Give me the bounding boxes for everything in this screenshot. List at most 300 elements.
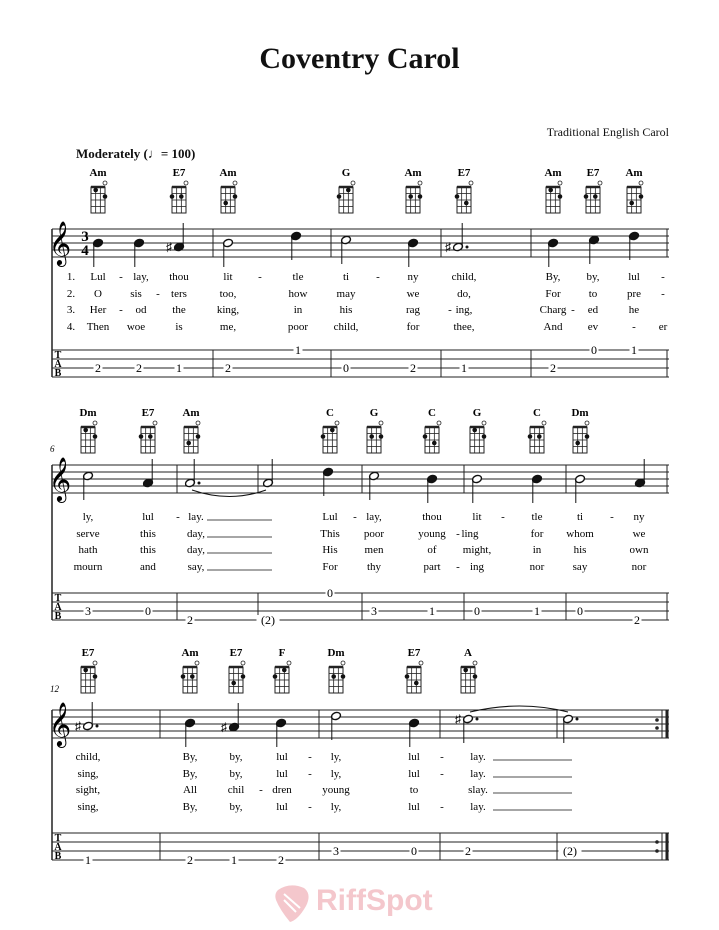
chord-name: Am <box>544 167 562 179</box>
lyric-syllable: er <box>658 321 668 333</box>
diagram-finger-dot <box>321 434 326 439</box>
tab-label-letter: T <box>54 350 62 361</box>
diagram-finger-dot <box>558 194 563 199</box>
repeat-dot <box>655 718 659 722</box>
lyric-syllable: ling <box>461 528 479 540</box>
lyric-syllable: ters <box>171 288 187 300</box>
lyric-syllable: thou <box>169 271 189 283</box>
lyric-syllable: lul <box>628 271 640 283</box>
diagram-finger-dot <box>464 201 469 206</box>
tie <box>470 706 568 712</box>
lyric-syllable: day, <box>187 528 205 540</box>
lyric-syllable: Lul <box>322 511 338 523</box>
lyric-syllable: ing <box>469 561 485 573</box>
lyric-syllable: by, <box>229 801 243 813</box>
riffspot-logo <box>270 880 460 924</box>
song-title: Coventry Carol <box>259 42 460 75</box>
lyric-syllable: - <box>456 528 460 540</box>
diagram-finger-dot <box>181 674 186 679</box>
dot <box>198 482 201 485</box>
diagram-open-string <box>585 421 589 425</box>
chord-name: G <box>341 167 351 179</box>
lyric-syllable: serve <box>76 528 100 540</box>
lyric-syllable: - <box>440 801 444 813</box>
lyric-syllable: lay. <box>188 511 204 523</box>
lyric-syllable: By, <box>182 751 198 763</box>
lyric-syllable: to <box>588 288 598 300</box>
tab-fret-number: 2 <box>278 853 284 867</box>
diagram-finger-dot <box>472 428 477 433</box>
tab-fret-number: 3 <box>371 604 377 618</box>
lyric-syllable: Lul <box>90 271 106 283</box>
ukulele-chord-diagram <box>528 421 546 453</box>
lyric-syllable: ny <box>407 271 419 283</box>
diagram-open-string <box>93 661 97 665</box>
lyric-syllable: 3. <box>66 304 76 316</box>
lyric-syllable: might, <box>462 544 492 556</box>
lyric-syllable: - <box>308 751 312 763</box>
time-signature-bottom: 4 <box>81 243 89 259</box>
dot <box>96 725 99 728</box>
tab-fret-number: 1 <box>295 343 301 357</box>
lyric-syllable: say <box>572 561 588 573</box>
lyric-syllable: woe <box>126 321 146 333</box>
sharp-icon: ♯ <box>166 240 172 254</box>
diagram-finger-dot <box>179 194 184 199</box>
lyric-syllable: - <box>448 304 452 316</box>
diagram-open-string <box>195 661 199 665</box>
treble-clef-icon: 𝄞 <box>48 459 72 501</box>
lyric-syllable: - <box>119 304 123 316</box>
ukulele-chord-diagram <box>81 421 97 453</box>
lyric-syllable: is <box>175 321 183 333</box>
lyric-syllable: child, <box>333 321 359 333</box>
lyric-syllable: for <box>406 321 420 333</box>
lyric-syllable: nor <box>529 561 545 573</box>
lyric-syllable: - <box>308 801 312 813</box>
measure-number: 6 <box>50 444 55 454</box>
tab-label-letter: A <box>54 359 62 370</box>
diagram-finger-dot <box>170 194 175 199</box>
diagram-open-string <box>542 421 546 425</box>
tab-fret-number: 1 <box>429 604 435 618</box>
lyric-syllable: lul <box>408 751 420 763</box>
lyric-syllable: ed <box>587 304 599 316</box>
lyric-syllable: lul <box>276 751 288 763</box>
lyric-syllable: - <box>176 511 180 523</box>
chord-name: G <box>472 407 482 419</box>
ukulele-chord-diagram <box>170 181 188 213</box>
lyric-syllable: His <box>322 544 338 556</box>
ukulele-chord-diagram <box>367 421 383 453</box>
ukulele-chord-diagram <box>329 661 345 693</box>
ukulele-chord-diagram <box>91 181 107 213</box>
tab-fret-number: 1 <box>85 853 91 867</box>
chord-name: Dm <box>327 647 345 659</box>
lyric-syllable: young <box>322 784 350 796</box>
sharp-icon: ♯ <box>75 719 81 733</box>
tab-fret-number: 2 <box>187 613 193 627</box>
lyric-syllable: ly, <box>82 511 94 523</box>
lyric-syllable: too, <box>219 288 237 300</box>
lyric-syllable: we <box>632 528 646 540</box>
lyric-syllable: hath <box>78 544 98 556</box>
lyric-syllable: lay. <box>470 801 486 813</box>
ukulele-chord-diagram <box>573 421 589 453</box>
diagram-open-string <box>558 181 562 185</box>
tab-fret-number: 2 <box>95 361 101 375</box>
ukulele-chord-diagram <box>337 181 355 213</box>
chord-name: Am <box>182 407 200 419</box>
lyric-syllable: 2. <box>66 288 76 300</box>
lyric-syllable: All <box>182 784 198 796</box>
lyric-syllable: lay, <box>366 511 382 523</box>
diagram-finger-dot <box>537 434 542 439</box>
lyric-syllable: to <box>409 784 419 796</box>
diagram-open-string <box>598 181 602 185</box>
diagram-open-string <box>335 421 339 425</box>
lyric-syllable: in <box>293 304 303 316</box>
lyric-syllable: - <box>610 511 614 523</box>
lyric-syllable: lul <box>142 511 154 523</box>
diagram-finger-dot <box>379 434 384 439</box>
ukulele-chord-diagram <box>627 181 643 213</box>
lyric-syllable: dren <box>272 784 292 796</box>
tab-fret-number: 2 <box>136 361 142 375</box>
lyric-syllable: say, <box>187 561 205 573</box>
lyric-syllable: ly, <box>330 801 342 813</box>
chord-name: C <box>326 407 334 419</box>
diagram-open-string <box>153 421 157 425</box>
ukulele-chord-diagram <box>139 421 157 453</box>
lyric-syllable: od <box>135 304 147 316</box>
lyric-syllable: 1. <box>66 271 76 283</box>
tab-fret-number: 2 <box>225 361 231 375</box>
lyric-syllable: whom <box>566 528 594 540</box>
ukulele-chord-diagram <box>406 181 422 213</box>
lyric-syllable: - <box>440 751 444 763</box>
tab-fret-number: 3 <box>85 604 91 618</box>
tab-label-letter: A <box>54 842 62 853</box>
diagram-open-string <box>287 661 291 665</box>
lyric-syllable: own <box>629 544 649 556</box>
lyric-syllable: ing, <box>455 304 473 316</box>
treble-clef-icon: 𝄞 <box>48 704 72 746</box>
ukulele-chord-diagram <box>273 661 291 693</box>
diagram-finger-dot <box>330 428 335 433</box>
chord-name: E7 <box>81 647 95 659</box>
diagram-open-string <box>437 421 441 425</box>
chord-name: A <box>464 647 472 659</box>
lyric-syllable: child, <box>75 751 101 763</box>
lyric-syllable: thou <box>422 511 442 523</box>
ukulele-chord-diagram <box>184 421 200 453</box>
diagram-open-string <box>418 181 422 185</box>
lyric-syllable: Charg <box>539 304 567 316</box>
chord-name: E7 <box>586 167 600 179</box>
lyric-syllable: 4. <box>66 321 76 333</box>
lyric-syllable: do, <box>457 288 471 300</box>
diagram-finger-dot <box>455 194 460 199</box>
ukulele-chord-diagram <box>405 661 423 693</box>
diagram-finger-dot <box>575 441 580 446</box>
tab-fret-number: 1 <box>461 361 467 375</box>
lyric-syllable: lul <box>408 801 420 813</box>
lyric-syllable: For <box>322 561 338 573</box>
lyric-syllable: how <box>288 288 308 300</box>
tab-fret-number: 2 <box>550 361 556 375</box>
lyric-syllable: tle <box>292 271 304 283</box>
diagram-finger-dot <box>273 674 278 679</box>
lyric-syllable: lay. <box>470 751 486 763</box>
sharp-icon: ♯ <box>455 712 461 726</box>
lyric-syllable: me, <box>219 321 237 333</box>
ukulele-chord-diagram <box>455 181 473 213</box>
lyric-syllable: - <box>156 288 160 300</box>
lyric-syllable: in <box>532 544 542 556</box>
tab-fret-number: 2 <box>410 361 416 375</box>
tab-fret-number: 2 <box>634 613 640 627</box>
diagram-finger-dot <box>233 194 238 199</box>
lyric-syllable: - <box>661 271 665 283</box>
diagram-finger-dot <box>241 674 246 679</box>
diagram-finger-dot <box>639 194 644 199</box>
diagram-open-string <box>379 421 383 425</box>
chord-name: Am <box>219 167 237 179</box>
diagram-open-string <box>341 661 345 665</box>
composer-credit: Traditional English Carol <box>546 125 669 139</box>
measure-number: 12 <box>50 684 59 694</box>
lyric-syllable: ly, <box>330 751 342 763</box>
lyric-syllable: lit <box>472 511 482 523</box>
diagram-finger-dot <box>83 668 88 673</box>
diagram-open-string <box>93 421 97 425</box>
lyric-syllable: By, <box>182 768 198 780</box>
lyric-syllable: his <box>339 304 353 316</box>
tab-fret-number: 1 <box>231 853 237 867</box>
repeat-dot <box>655 726 659 730</box>
diagram-finger-dot <box>369 434 374 439</box>
ukulele-chord-diagram <box>229 661 245 693</box>
ukulele-chord-diagram <box>181 661 199 693</box>
diagram-finger-dot <box>585 434 590 439</box>
diagram-open-string <box>196 421 200 425</box>
diagram-finger-dot <box>341 674 346 679</box>
lyric-syllable: day, <box>187 544 205 556</box>
chord-name: F <box>278 647 286 659</box>
diagram-open-string <box>639 181 643 185</box>
lyric-syllable: part <box>423 561 441 573</box>
diagram-finger-dot <box>593 194 598 199</box>
diagram-open-string <box>419 661 423 665</box>
lyric-syllable: thee, <box>453 321 475 333</box>
tab-fret-number: 0 <box>343 361 349 375</box>
diagram-finger-dot <box>584 194 589 199</box>
diagram-finger-dot <box>196 434 201 439</box>
diagram-open-string <box>233 181 237 185</box>
diagram-finger-dot <box>418 194 423 199</box>
lyric-syllable: - <box>353 511 357 523</box>
diagram-finger-dot <box>432 441 437 446</box>
ukulele-chord-diagram <box>470 421 486 453</box>
lyric-syllable: may <box>336 288 356 300</box>
sharp-icon: ♯ <box>221 720 227 734</box>
diagram-finger-dot <box>223 201 228 206</box>
lyric-syllable: child, <box>451 271 477 283</box>
tab-label-letter: T <box>54 593 62 604</box>
diagram-open-string <box>241 661 245 665</box>
chord-name: G <box>369 407 379 419</box>
lyric-syllable: king, <box>216 304 240 316</box>
diagram-finger-dot <box>103 194 108 199</box>
diagram-finger-dot <box>186 441 191 446</box>
tab-fret-number: 3 <box>333 844 339 858</box>
dot <box>476 718 479 721</box>
lyric-syllable: Then <box>86 321 110 333</box>
lyric-syllable: ly, <box>330 768 342 780</box>
sharp-icon: ♯ <box>445 240 451 254</box>
lyric-syllable: sing, <box>77 801 99 813</box>
lyric-syllable: by, <box>586 271 600 283</box>
ukulele-chord-diagram <box>546 181 562 213</box>
diagram-finger-dot <box>93 674 98 679</box>
lyric-syllable: for <box>530 528 544 540</box>
diagram-finger-dot <box>423 434 428 439</box>
lyric-syllable: mourn <box>73 561 103 573</box>
lyric-syllable: O <box>94 288 102 300</box>
tab-label-letter: T <box>54 833 62 844</box>
diagram-finger-dot <box>331 674 336 679</box>
quarter-note-icon: ♩ <box>147 146 161 161</box>
lyric-syllable: of <box>427 544 437 556</box>
lyric-syllable: lit <box>223 271 233 283</box>
lyric-syllable: - <box>119 271 123 283</box>
chord-name: Am <box>404 167 422 179</box>
tab-label-letter: B <box>54 368 62 379</box>
tab-fret-number: 0 <box>474 604 480 618</box>
lyric-syllable: rag <box>405 304 421 316</box>
lyric-syllable: he <box>628 304 640 316</box>
lyric-syllable: sing, <box>77 768 99 780</box>
diagram-finger-dot <box>93 434 98 439</box>
lyric-syllable: his <box>573 544 587 556</box>
chord-name: Am <box>625 167 643 179</box>
chord-name: E7 <box>457 167 471 179</box>
lyric-syllable: For <box>545 288 561 300</box>
diagram-finger-dot <box>346 188 351 193</box>
chord-name: E7 <box>141 407 155 419</box>
tab-fret-number: 0 <box>145 604 151 618</box>
lyric-syllable: Her <box>89 304 107 316</box>
lyric-syllable: lay. <box>470 768 486 780</box>
diagram-open-string <box>184 181 188 185</box>
lyric-syllable: - <box>258 271 262 283</box>
treble-clef-icon: 𝄞 <box>48 223 72 265</box>
lyric-syllable: lay, <box>133 271 149 283</box>
lyric-syllable: thy <box>366 561 382 573</box>
tab-fret-number: 1 <box>534 604 540 618</box>
lyric-syllable: ti <box>576 511 584 523</box>
diagram-open-string <box>482 421 486 425</box>
ukulele-chord-diagram <box>81 661 97 693</box>
diagram-finger-dot <box>83 428 88 433</box>
diagram-finger-dot <box>282 668 287 673</box>
diagram-finger-dot <box>231 681 236 686</box>
dot <box>466 246 469 249</box>
lyric-syllable: men <box>364 544 384 556</box>
tab-fret-number: 0 <box>327 586 333 600</box>
lyric-syllable: lul <box>276 768 288 780</box>
tab-label-letter: B <box>54 611 62 622</box>
diagram-finger-dot <box>414 681 419 686</box>
lyric-syllable: slay. <box>468 784 488 796</box>
lyric-syllable: By, <box>182 801 198 813</box>
lyric-syllable: sis <box>130 288 142 300</box>
tab-label-letter: A <box>54 602 62 613</box>
lyric-syllable: - <box>376 271 380 283</box>
lyric-syllable: - <box>440 768 444 780</box>
diagram-finger-dot <box>473 674 478 679</box>
brand-text: RiffSpot <box>316 884 433 917</box>
tab-fret-number: 2 <box>187 853 193 867</box>
lyric-syllable: - <box>456 561 460 573</box>
chord-name: Am <box>89 167 107 179</box>
lyric-syllable: - <box>308 768 312 780</box>
lyric-syllable: lul <box>276 801 288 813</box>
lyric-syllable: by, <box>229 768 243 780</box>
tempo-marking: Moderately (♩= 100) <box>76 146 196 161</box>
lyric-syllable: - <box>661 288 665 300</box>
tab-fret-number: 2 <box>465 844 471 858</box>
diagram-finger-dot <box>408 194 413 199</box>
lyric-syllable: This <box>320 528 340 540</box>
lyric-syllable: this <box>140 528 156 540</box>
tempo-label: Moderately <box>76 146 141 161</box>
lyric-syllable: sight, <box>75 784 101 796</box>
tab-fret-number: 1 <box>176 361 182 375</box>
lyric-syllable: pre <box>626 288 642 300</box>
lyric-syllable: nor <box>631 561 647 573</box>
chord-name: E7 <box>172 167 186 179</box>
lyric-syllable: ev <box>587 321 599 333</box>
ukulele-chord-diagram <box>584 181 602 213</box>
lyric-syllable: the <box>172 304 186 316</box>
lyric-syllable: tle <box>531 511 543 523</box>
repeat-dot <box>655 840 659 844</box>
lyric-syllable: poor <box>363 528 385 540</box>
tab-fret-number: 0 <box>577 604 583 618</box>
diagram-finger-dot <box>337 194 342 199</box>
diagram-finger-dot <box>190 674 195 679</box>
diagram-finger-dot <box>482 434 487 439</box>
lyric-syllable: By, <box>545 271 561 283</box>
tab-fret-number: 1 <box>631 343 637 357</box>
tab-fret-number: 0 <box>411 844 417 858</box>
diagram-open-string <box>469 181 473 185</box>
lyric-syllable: - <box>571 304 575 316</box>
lyric-syllable: poor <box>287 321 309 333</box>
diagram-open-string <box>351 181 355 185</box>
chord-name: Am <box>181 647 199 659</box>
lyric-syllable: lul <box>408 768 420 780</box>
lyric-syllable: and <box>140 561 156 573</box>
lyric-syllable: ti <box>342 271 350 283</box>
diagram-finger-dot <box>405 674 410 679</box>
repeat-dot <box>655 849 659 853</box>
lyric-syllable: this <box>140 544 156 556</box>
tab-label-letter: B <box>54 851 62 862</box>
lyric-syllable: - <box>259 784 263 796</box>
